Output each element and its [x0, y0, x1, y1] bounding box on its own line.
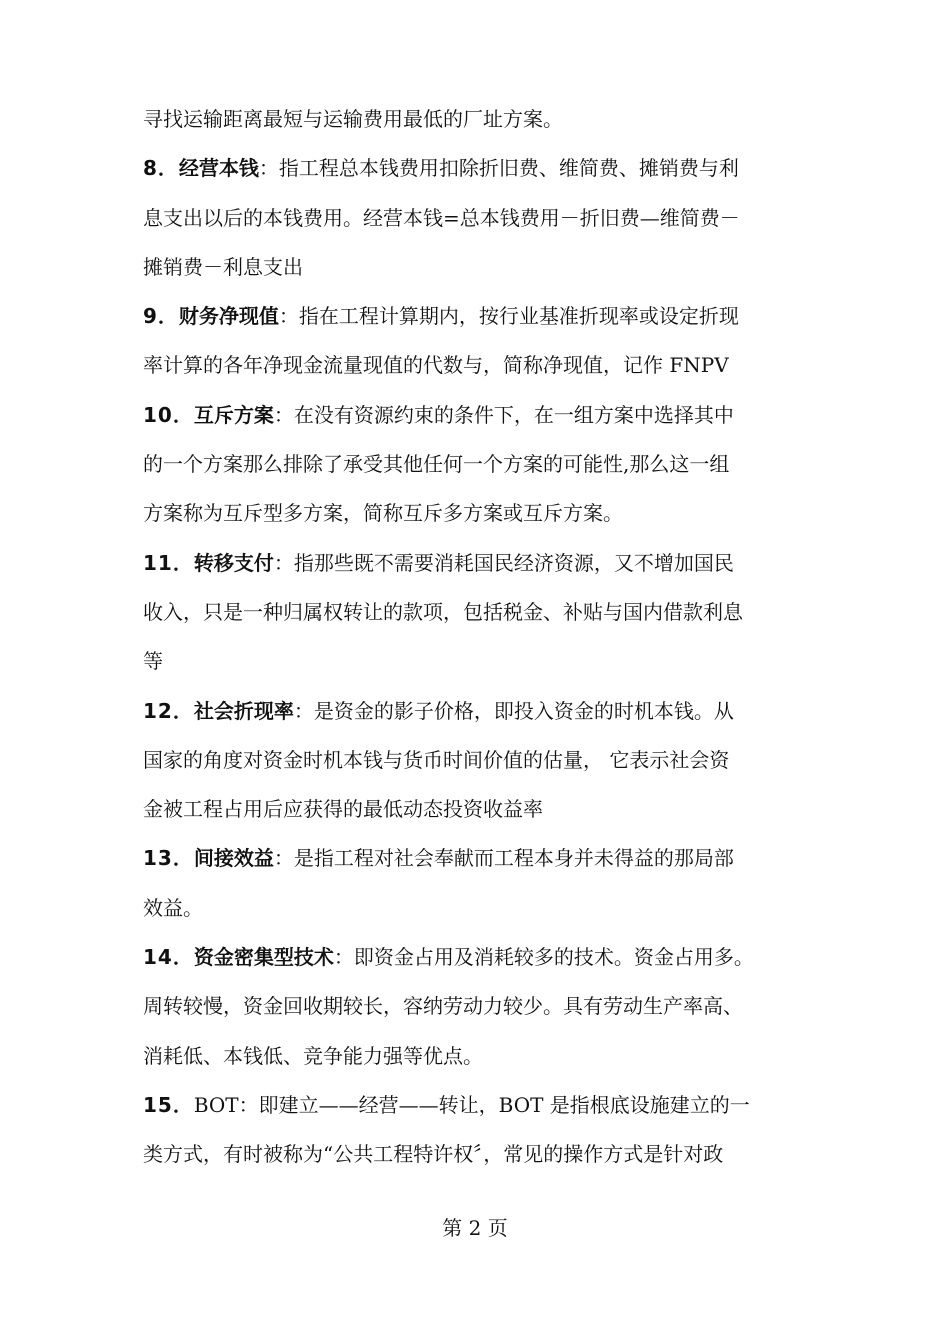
entry-term: 间接效益	[193, 846, 274, 871]
line-text: 国家的角度对资金时机本钱与货币时间价值的估量， 它表示社会资	[143, 747, 730, 772]
entry-first-line	[143, 1085, 823, 1134]
entry-first-line	[143, 543, 823, 592]
line-text: 效益。	[143, 895, 203, 920]
entry-number: 10．	[143, 402, 194, 427]
line-text: 等	[143, 649, 163, 674]
line-text: 方案称为互斥型多方案，简称互斥多方案或互斥方案。	[143, 501, 623, 526]
entry-number: 13．	[143, 846, 194, 871]
text-line	[143, 888, 823, 937]
entry-first-line	[143, 691, 823, 740]
entry-number: 8．	[143, 156, 179, 181]
entry-first-line	[143, 395, 823, 444]
entry-term: 社会折现率	[193, 698, 294, 723]
entry-first-line	[143, 937, 823, 986]
text-line	[143, 345, 823, 394]
line-text: 收入，只是一种归属权转让的款项，包括税金、补贴与国内借款利息	[143, 599, 743, 624]
line-text: ：在没有资源约束的条件下，在一组方案中选择其中	[273, 402, 734, 427]
text-line	[143, 1036, 823, 1085]
line-text: BOT：即建立——经营——转让，BOT 是指根底设施建立的一	[193, 1092, 750, 1117]
text-line	[143, 198, 823, 247]
line-text: ：是资金的影子价格，即投入资金的时机本钱。从	[293, 698, 734, 723]
text-line	[143, 99, 823, 148]
entry-term: 财务净现值	[178, 304, 279, 329]
text-line	[143, 641, 823, 690]
line-text: 类方式，有时被称为“公共工程特许权〞，常见的操作方式是针对政	[143, 1142, 724, 1167]
line-text: ：指那些既不需要消耗国民经济资源，又不增加国民	[273, 550, 734, 575]
line-text: 金被工程占用后应获得的最低动态投资收益率	[143, 797, 543, 822]
text-line	[143, 1134, 823, 1183]
text-line	[143, 592, 823, 641]
entry-number: 11．	[143, 550, 194, 575]
line-text: 寻找运输距离最短与运输费用最低的厂址方案。	[143, 107, 563, 131]
line-text: 摊销费－利息支出	[143, 254, 303, 279]
line-text: ：指在工程计算期内，按行业基准折现率或设定折现	[278, 304, 739, 329]
entry-first-line	[143, 148, 823, 197]
text-line	[143, 986, 823, 1035]
line-text: ：指工程总本钱费用扣除折旧费、维简费、摊销费与利	[258, 156, 739, 181]
page-footer: 第 2 页	[442, 1216, 508, 1240]
line-text: 息支出以后的本钱费用。经营本钱=总本钱费用－折旧费—维简费－	[143, 205, 740, 230]
text-line	[143, 444, 823, 493]
line-text: 的一个方案那么排除了承受其他任何一个方案的可能性,那么这一组	[143, 452, 730, 477]
entry-number: 12．	[143, 698, 194, 723]
line-text: ：是指工程对社会奉献而工程本身并未得益的那局部	[273, 846, 734, 871]
entry-first-line	[143, 838, 823, 887]
entry-first-line	[143, 296, 823, 345]
text-line	[143, 247, 823, 296]
entry-term: 经营本钱	[178, 156, 259, 181]
body-text	[143, 99, 823, 1184]
entry-number: 9．	[143, 304, 179, 329]
text-line	[143, 789, 823, 838]
text-line	[143, 740, 823, 789]
entry-term: 资金密集型技术	[193, 945, 334, 970]
line-text: 消耗低、本钱低、竞争能力强等优点。	[143, 1043, 483, 1068]
entry-number: 14．	[143, 945, 194, 970]
entry-term: 互斥方案	[193, 402, 274, 427]
entry-term: 转移支付	[193, 550, 274, 575]
text-line	[143, 493, 823, 542]
entry-number: 15．	[143, 1092, 194, 1117]
line-text: 周转较慢，资金回收期较长，容纳劳动力较少。具有劳动生产率高、	[143, 994, 743, 1019]
line-text: 率计算的各年净现金流量现值的代数与，简称净现值，记作 FNPV	[143, 353, 729, 378]
line-text: ：即资金占用及消耗较多的技术。资金占用多。	[333, 945, 754, 970]
